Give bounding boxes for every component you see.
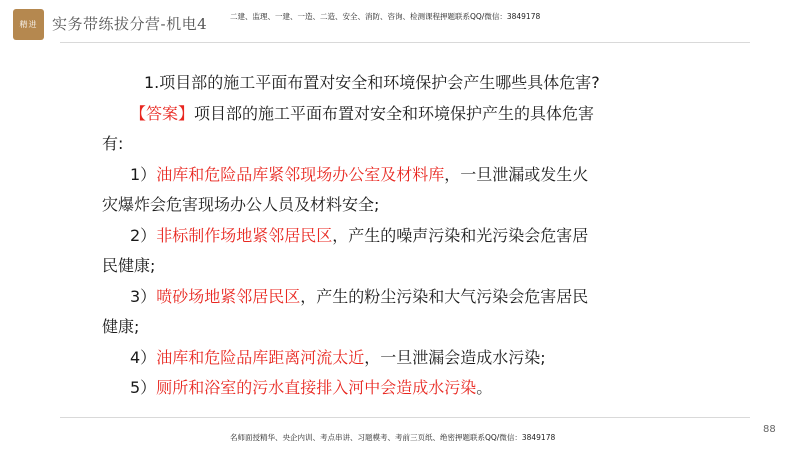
item-text: ，一旦泄漏或发生火 xyxy=(444,164,589,184)
item-number: 3） xyxy=(130,286,157,306)
header-contact-text: 二建、监理、一建、一造、二造、安全、消防、咨询、检测课程押题联系QQ/微信：3849178 xyxy=(230,12,541,21)
answer-intro-continuation: 有: xyxy=(102,134,124,153)
item-text: ，产生的粉尘污染和大气污染会危害居民 xyxy=(300,286,589,306)
item-highlight: 非标制作场地紧邻居民区 xyxy=(156,225,333,245)
answer-intro-text: 项目部的施工平面布置对安全和环境保护产生的具体危害 xyxy=(194,103,595,123)
answer-item-2 xyxy=(102,221,662,252)
item-highlight: 厕所和浴室的污水直接排入河中会造成水污染 xyxy=(156,378,477,397)
logo: 精进 xyxy=(13,9,44,40)
course-title: 实务带练拔分营-机电4 xyxy=(52,15,208,33)
item-highlight: 油库和危险品库距离河流太近 xyxy=(156,347,365,367)
answer-item-4 xyxy=(102,343,662,374)
item-highlight: 喷砂场地紧邻居民区 xyxy=(156,286,301,306)
item-number: 5） xyxy=(130,378,157,397)
slide-content xyxy=(102,68,662,404)
question-text: 1.项目部的施工平面布置对安全和环境保护会产生哪些具体危害? xyxy=(144,73,600,92)
header-divider xyxy=(60,42,750,43)
item-text: 。 xyxy=(476,378,493,397)
item-number: 1） xyxy=(130,164,157,184)
item-highlight: 油库和危险品库紧邻现场办公室及材料库 xyxy=(156,164,445,184)
footer-contact-text: 名师面授精华、央企内训、考点串讲、习题模考、考前三页纸、绝密押题联系QQ/微信：3849178 xyxy=(230,433,556,442)
page-number: 88 xyxy=(763,424,776,435)
footer-divider xyxy=(60,417,750,418)
answer-tag: 【答案】 xyxy=(130,103,195,123)
answer-intro xyxy=(102,99,662,130)
item-number: 4） xyxy=(130,347,157,367)
answer-item-5 xyxy=(102,373,662,404)
answer-item-2-continuation: 民健康; xyxy=(102,256,156,275)
item-text: ，产生的噪声污染和光污染会危害居 xyxy=(332,225,589,245)
answer-item-1 xyxy=(102,160,662,191)
item-number: 2） xyxy=(130,225,157,245)
answer-item-3 xyxy=(102,282,662,313)
answer-item-1-continuation: 灾爆炸会危害现场办公人员及材料安全; xyxy=(102,195,380,214)
answer-item-3-continuation: 健康; xyxy=(102,317,140,336)
item-text: ，一旦泄漏会造成水污染; xyxy=(364,347,546,367)
